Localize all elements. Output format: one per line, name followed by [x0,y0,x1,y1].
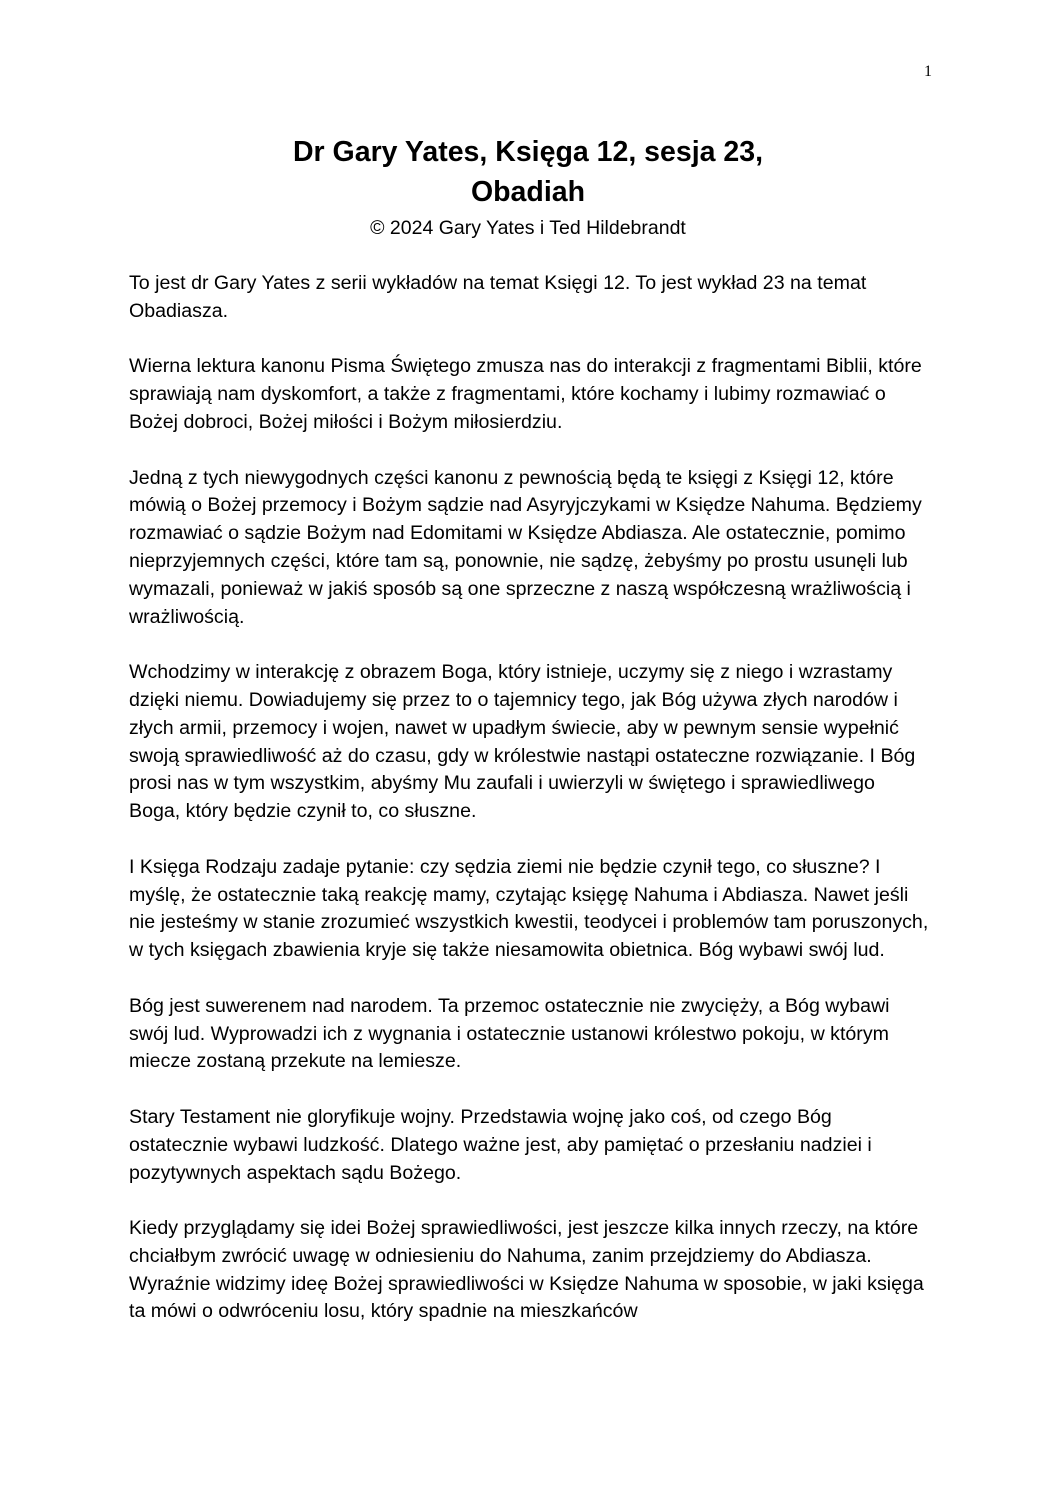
paragraph: Jedną z tych niewygodnych części kanonu z pewnością będą te księgi z Księgi 12, które mówią o Bożej przemocy i Bożym sądzie nad Asyryjczykami w Księdze Nahuma. Będziemy rozmawiać o sądzie Bożym nad Edomitami w Księdze Abdiasza. Ale ostatecznie, pomimo nieprzyjemnych części, które tam są, ponownie, nie sądzę, żebyśmy po prostu usunęli lub wymazali, ponieważ w jakiś sposób są one sprzeczne z naszą współczesną wrażliwością i wrażliwością. [129,466,922,628]
copyright-line: © 2024 Gary Yates i Ted Hildebrandt [370,217,686,239]
paragraph: Kiedy przyglądamy się idei Bożej sprawiedliwości, jest jeszcze kilka innych rzeczy, na które chciałbym zwrócić uwagę w odniesieniu do Nahuma, zanim przejdziemy do Abdiasza. Wyraźnie widzimy ideę Bożej sprawiedliwości w Księdze Nahuma w sposobie, w jaki księga ta mówi o odwróceniu losu, który spadnie na mieszkańców [129,1217,924,1323]
title-line-1: Dr Gary Yates, Księga 12, sesja 23, [292,136,764,168]
paragraph: Wchodzimy w interakcję z obrazem Boga, który istnieje, uczymy się z niego i wzrastamy dzięki niemu. Dowiadujemy się przez to o tajemnicy tego, jak Bóg używa złych narodów i złych armii, przemocy i wojen, nawet w upadłym świecie, aby w pewnym sensie wypełnić swoją sprawiedliwość aż do czasu, gdy w królestwie nastąpi ostateczne rozwiązanie. I Bóg prosi nas w tym wszystkim, abyśmy Mu zaufali i uwierzyli w świętego i sprawiedliwego Boga, który będzie czynił to, co słuszne. [129,661,916,823]
paragraph: Bóg jest suwerenem nad narodem. Ta przemoc ostatecznie nie zwycięży, a Bóg wybawi swój lud. Wyprowadzi ich z wygnania i ostatecznie ustanowi królestwo pokoju, w którym miecze zostaną przekute na lemiesze. [129,994,890,1073]
page-number: 1 [924,63,932,80]
document-title [128,132,928,212]
paragraph: I Księga Rodzaju zadaje pytanie: czy sędzia ziemi nie będzie czynił tego, co słuszne? I myślę, że ostatecznie taką reakcję mamy, czytając księgę Nahuma i Abdiasza. Nawet jeśli nie jesteśmy w stanie zrozumieć wszystkich kwestii, teodycei i problemów tam poruszonych, w tych księgach zbawienia kryje się także niesamowita obietnica. Bóg wybawi swój lud. [129,855,929,962]
paragraph: Wierna lektura kanonu Pisma Świętego zmusza nas do interakcji z fragmentami Biblii, które sprawiają nam dyskomfort, a także z fragmentami, które kochamy i lubimy rozmawiać o Bożej dobroci, Bożej miłości i Bożym miłosierdziu. [129,355,922,433]
paragraph: Stary Testament nie gloryfikuje wojny. Przedstawia wojnę jako coś, od czego Bóg ostatecznie wybawi ludzkość. Dlatego ważne jest, aby pamiętać o przesłaniu nadziei i pozytywnych aspektach sądu Bożego. [129,1105,872,1184]
title-line-2: Obadiah [470,176,585,208]
paragraph: To jest dr Gary Yates z serii wykładów na temat Księgi 12. To jest wykład 23 na temat Obadiasza. [129,272,867,322]
body-text [129,270,929,1354]
title-block [128,132,928,242]
